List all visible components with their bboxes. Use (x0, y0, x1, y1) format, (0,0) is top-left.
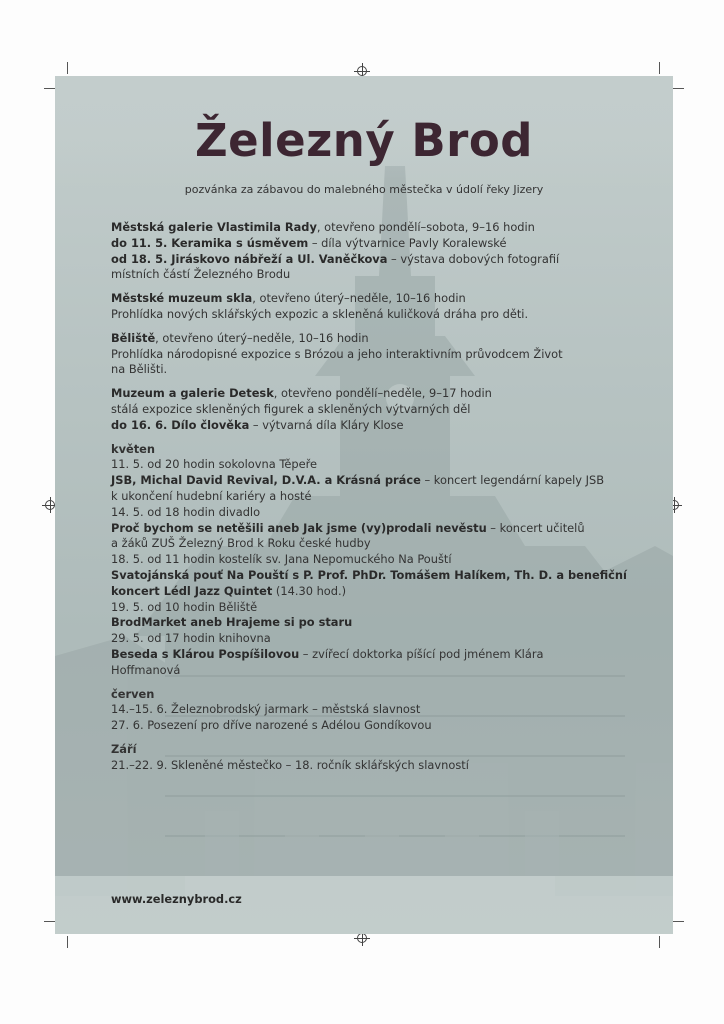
crop-mark (67, 936, 68, 948)
venue-block (111, 291, 641, 323)
month-block-june (111, 687, 641, 734)
event-text: 11. 5. od 20 hodin sokolovna Těpeře (111, 457, 318, 472)
month-block-may (111, 442, 641, 679)
event-text: – koncert legendární kapely JSB (420, 473, 605, 488)
event-text: 19. 5. od 10 hodin Běliště (111, 599, 258, 614)
venue-hours: , otevřeno úterý–neděle, 10–16 hodin (155, 330, 369, 345)
event-text: stálá expozice skleněných figurek a skleněných výtvarných děl (111, 401, 471, 416)
event-text: místních částí Železného Brodu (111, 267, 291, 282)
event-text: 14.–15. 6. Železnobrodský jarmark – městská slavnost (111, 702, 421, 717)
event-highlight: BrodMarket aneb Hrajeme si po staru (111, 615, 353, 630)
registration-mark-icon (357, 66, 367, 76)
event-text: a žáků ZUŠ Železný Brod k Roku české hudby (111, 536, 371, 551)
event-text: (14.30 hod.) (272, 583, 347, 598)
month-block-september (111, 742, 641, 774)
event-text: 27. 6. Posezení pro dříve narozené s Adélou Gondíkovou (111, 718, 432, 733)
crop-mark (44, 921, 55, 922)
event-text: 14. 5. od 18 hodin divadlo (111, 504, 261, 519)
event-text: – koncert učitelů (486, 520, 585, 535)
event-text: – výstava dobových fotografií (387, 251, 560, 266)
subtitle: pozvánka za zábavou do malebného městečka v údolí řeky Jizery (184, 183, 544, 196)
crop-mark (659, 62, 660, 74)
event-highlight: do 11. 5. Keramika s úsměvem (111, 235, 309, 250)
month-heading: Září (111, 741, 137, 756)
event-text: – zvířecí doktorka píšící pod jménem Klára (299, 646, 544, 661)
crop-mark (673, 88, 684, 89)
event-highlight: do 16. 6. Dílo člověka (111, 417, 250, 432)
event-text: – výtvarná díla Kláry Klose (249, 417, 404, 432)
event-highlight: Beseda s Klárou Pospíšilovou (111, 646, 300, 661)
venue-block (111, 220, 641, 283)
venue-hours: , otevřeno úterý–neděle, 10–16 hodin (252, 291, 466, 306)
crop-mark (67, 62, 68, 74)
website-link[interactable]: www.zeleznybrod.cz (111, 892, 242, 906)
event-highlight: Proč bychom se netěšili aneb Jak jsme (vy)prodali nevěstu (111, 520, 487, 535)
event-highlight: JSB, Michal David Revival, D.V.A. a Krásná práce (111, 473, 421, 488)
event-highlight: Svatojánská pouť Na Pouští s P. Prof. PhDr. Tomášem Halíkem, Th. D. a benefiční (111, 567, 627, 582)
event-text: Hoffmanová (111, 662, 181, 677)
event-text: – díla výtvarnice Pavly Koralewské (308, 235, 507, 250)
venue-hours: , otevřeno pondělí–sobota, 9–16 hodin (316, 220, 535, 234)
event-text: 29. 5. od 17 hodin knihovna (111, 631, 271, 646)
registration-mark-icon (45, 500, 55, 510)
poster (55, 76, 673, 934)
event-text: na Bělišti. (111, 362, 168, 377)
event-text: 21.–22. 9. Skleněné městečko – 18. ročník sklářských slavností (111, 757, 469, 772)
venue-name: Běliště (111, 330, 156, 345)
event-highlight: koncert Lédl Jazz Quintet (111, 583, 273, 598)
venue-block (111, 386, 641, 433)
event-text: Prohlídka národopisné expozice s Brózou a jeho interaktivním průvodcem Život (111, 346, 563, 361)
venue-hours: , otevřeno pondělí–neděle, 9–17 hodin (273, 386, 492, 401)
event-highlight: od 18. 5. Jiráskovo nábřeží a Ul. Vaněčkova (111, 251, 388, 266)
event-text: k ukončení hudební kariéry a hosté (111, 488, 312, 503)
registration-mark-icon (357, 933, 367, 943)
venue-name: Městské muzeum skla (111, 291, 253, 306)
month-heading: červen (111, 686, 155, 701)
crop-mark (673, 921, 684, 922)
event-list (111, 220, 641, 782)
page-title: Železný Brod (195, 114, 533, 167)
venue-block (111, 331, 641, 378)
venue-name: Muzeum a galerie Detesk (111, 386, 274, 401)
crop-mark (44, 88, 55, 89)
event-text: 18. 5. od 11 hodin kostelík sv. Jana Nepomuckého Na Pouští (111, 552, 452, 567)
event-text: Prohlídka nových sklářských expozic a skleněná kuličková dráha pro děti. (111, 306, 529, 321)
crop-mark (659, 936, 660, 948)
venue-name: Městská galerie Vlastimila Rady (111, 220, 317, 234)
month-heading: květen (111, 441, 156, 456)
